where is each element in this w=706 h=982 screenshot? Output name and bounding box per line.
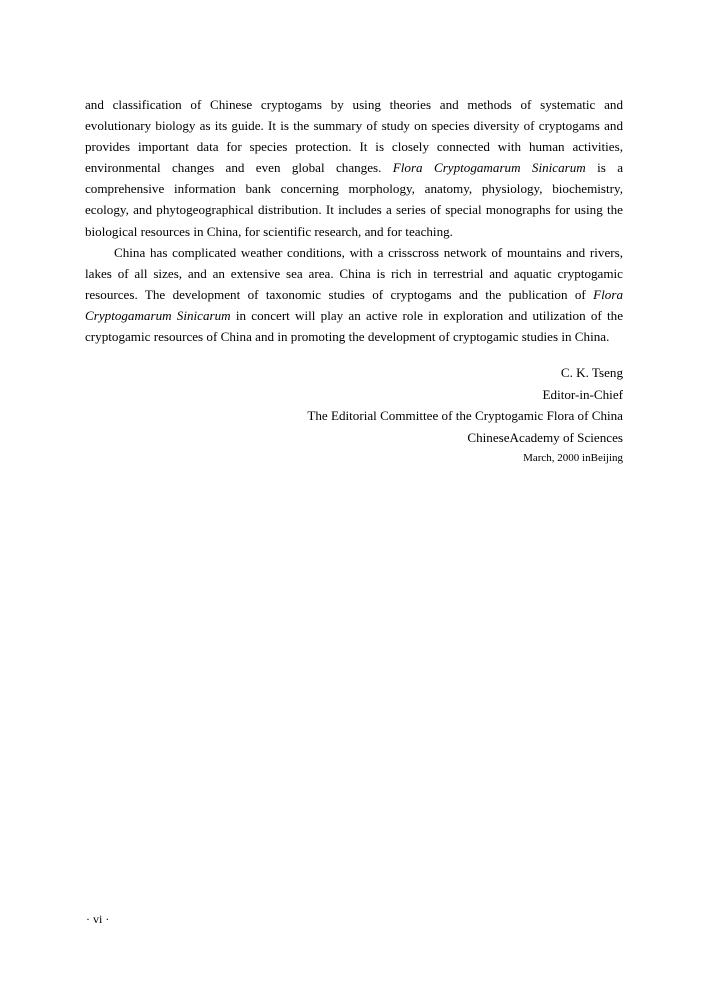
paragraph-2-text-start: China has complicated weather conditions, with a crisscross network of mountains and rivers, lakes of all sizes, and an extensive sea area. China is rich in terrestrial and aquatic cryptogamic resources. The development of taxonomic studies of cryptogams and the publication of (85, 244, 623, 302)
body-text (85, 94, 623, 347)
paragraph-1-italic-title: Flora Cryptogamarum Sinicarum (392, 160, 586, 176)
paragraph-1-text-start: and classification of Chinese cryptogams by using theories and methods of systematic and evolutionary biology as its guide. It is the summary of study on species diversity of cryptogams and provides important data for species protection. It is closely connected with human activities, environmental changes and even global changes. (85, 97, 623, 176)
signature-name: C. K. Tseng (560, 365, 623, 380)
paragraph-2 (85, 242, 623, 347)
page-number: · vi · (86, 912, 110, 926)
signature-date: March, 2000 inBeijing (523, 452, 623, 464)
signature-block (307, 362, 623, 469)
paragraph-1 (85, 94, 623, 242)
paragraph-2-italic-title: Flora Cryptogamarum Sinicarum (85, 286, 623, 323)
signature-title: Editor-in-Chief (542, 386, 623, 402)
signature-academy: ChineseAcademy of Sciences (467, 429, 623, 445)
signature-committee: The Editorial Committee of the Cryptogamic Flora of China (307, 408, 623, 423)
paragraph-1-text-end: is a comprehensive information bank concerning morphology, anatomy, physiology, biochemistry, ecology, and phytogeographical distribution. It includes a series of special monographs for using the biological resources in China, for scientific research, and for teaching. (85, 160, 624, 239)
paragraph-2-text-end: in concert will play an active role in exploration and utilization of the cryptogamic resources of China and in promoting the development of cryptogamic studies in China. (85, 307, 624, 345)
